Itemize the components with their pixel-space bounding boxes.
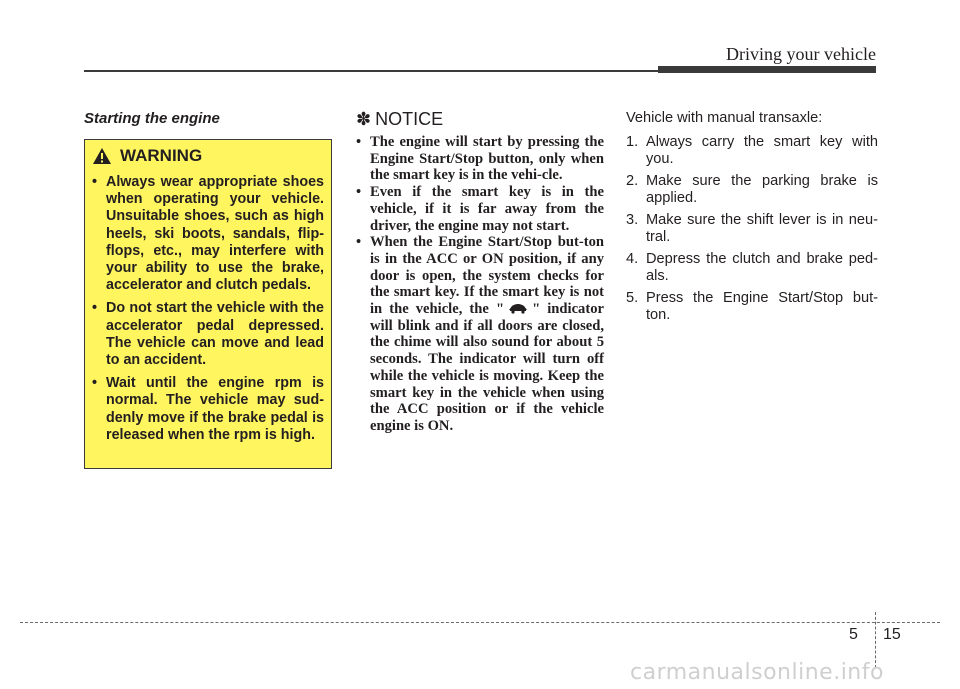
step-item bbox=[626, 290, 878, 324]
step-text: Make sure the parking brake is applied. bbox=[646, 173, 878, 206]
header-rule-thin bbox=[84, 70, 684, 72]
step-item bbox=[626, 134, 878, 168]
notice-heading bbox=[356, 109, 443, 130]
footer-dashed-rule bbox=[20, 622, 940, 623]
header-rule-thick bbox=[658, 66, 876, 73]
step-text: Always carry the smart key with you. bbox=[646, 134, 878, 167]
warning-label: WARNING bbox=[120, 146, 203, 165]
step-text: Make sure the shift lever is in neu-tral. bbox=[646, 212, 878, 245]
notice-item-text-after: " indicator will blink and if all doors are closed, the chime will also sound for about 5 seconds. The indicator will turn off while the vehicle is moving. Keep the smart key in the vehicle when using the ACC position or if the vehicle engine is ON. bbox=[370, 301, 604, 434]
page-number: 15 bbox=[883, 626, 901, 643]
step-number: 4. bbox=[626, 251, 639, 267]
watermark: carmanualsonline.info bbox=[630, 660, 884, 685]
chapter-number: 5 bbox=[849, 626, 858, 643]
step-number: 2. bbox=[626, 173, 639, 189]
warning-item: • Always wear appropriate shoes when operating your vehicle. Unsuitable shoes, such as high heels, ski boots, sandals, flip-flops, etc., may interfere with your ability to use the brake, accelerator and clutch pedals. bbox=[92, 174, 324, 294]
warning-header bbox=[92, 146, 202, 166]
step-item bbox=[626, 251, 878, 285]
warning-triangle-icon bbox=[92, 147, 112, 165]
step-item bbox=[626, 212, 878, 246]
notice-list bbox=[356, 134, 604, 435]
page-header-title: Driving your vehicle bbox=[726, 44, 876, 64]
step-text: Press the Engine Start/Stop but-ton. bbox=[646, 290, 878, 323]
steps-list bbox=[626, 134, 878, 329]
notice-title: NOTICE bbox=[375, 109, 444, 129]
step-number: 5. bbox=[626, 290, 639, 306]
smart-key-indicator-icon bbox=[507, 302, 529, 314]
step-item bbox=[626, 173, 878, 207]
notice-item: • Even if the smart key is in the vehicle, if it is far away from the driver, the engine may not start. bbox=[356, 184, 604, 234]
step-text: Depress the clutch and brake ped-als. bbox=[646, 251, 878, 284]
step-number: 1. bbox=[626, 134, 639, 150]
warning-item: • Do not start the vehicle with the accelerator pedal depressed. The vehicle can move and lead to an accident. bbox=[92, 300, 324, 369]
warning-item: • Wait until the engine rpm is normal. The vehicle may sud-denly move if the brake pedal is released when the rpm is high. bbox=[92, 375, 324, 444]
notice-item-text-before: When the Engine Start/Stop but-ton is in the ACC or ON position, if any door is open, the system checks for the smart key. If the smart key is not in the vehicle, the " bbox=[370, 234, 604, 318]
notice-symbol-icon: ✽ bbox=[356, 109, 372, 129]
manual-transaxle-intro: Vehicle with manual transaxle: bbox=[626, 110, 823, 126]
notice-item bbox=[356, 234, 604, 434]
step-number: 3. bbox=[626, 212, 639, 228]
section-title: Starting the engine bbox=[84, 110, 220, 127]
warning-list bbox=[92, 174, 324, 450]
notice-item: • The engine will start by pressing the Engine Start/Stop button, only when the smart key is in the vehi-cle. bbox=[356, 134, 604, 184]
